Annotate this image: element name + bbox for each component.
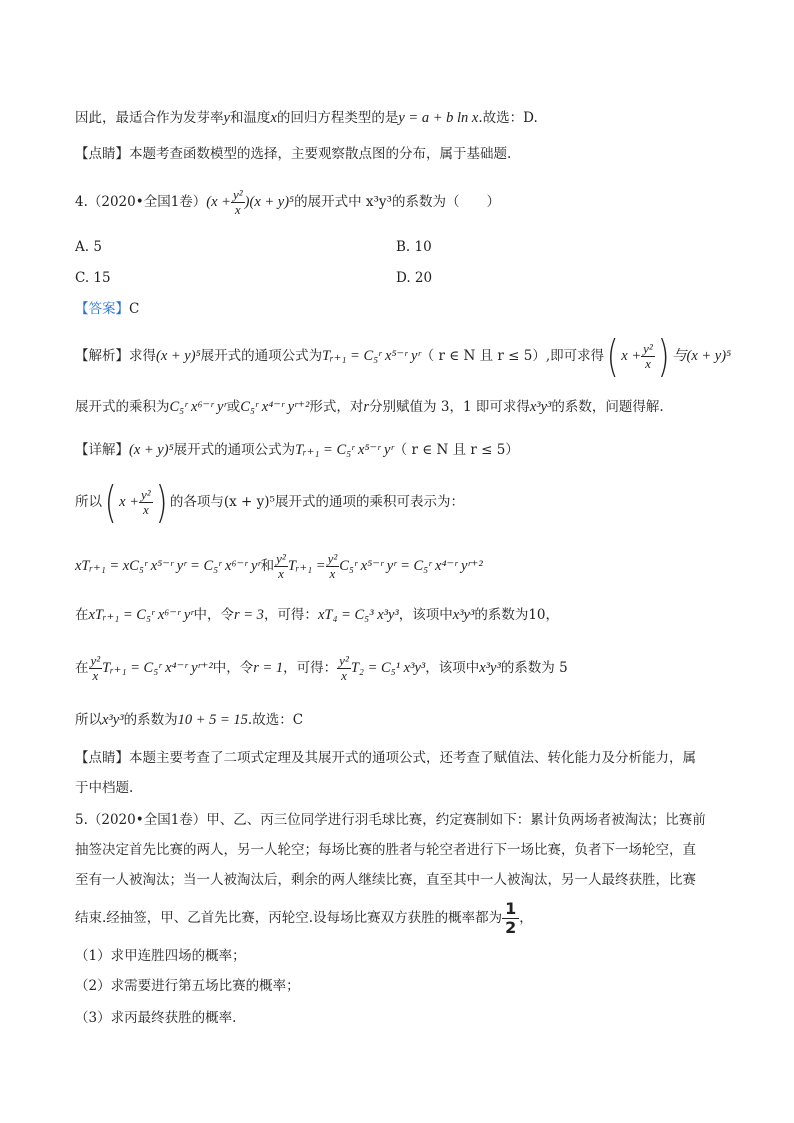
text: 所以 (75, 494, 102, 510)
option-c: C. 15 (75, 270, 111, 286)
math-var: x (270, 110, 277, 126)
math-formula: x³y³ (479, 660, 501, 676)
q5-line-4 (75, 898, 734, 938)
math-formula: r = 3 (234, 607, 264, 623)
text: 和温度 (229, 110, 271, 126)
fraction-denominator: x (341, 668, 347, 683)
text: 展开式的乘积为 (75, 399, 170, 415)
fraction-denominator: 2 (505, 918, 517, 937)
fraction-numerator: y² (90, 653, 101, 668)
text: .故选：C (247, 712, 304, 728)
answer-tag: 【答案】 (75, 301, 129, 317)
fraction-numerator: y² (232, 187, 243, 202)
text: ,即可求得 (545, 348, 605, 364)
fraction-numerator: y² (643, 341, 653, 356)
text: 10， (528, 607, 560, 623)
detail-tag: 【详解】 (75, 442, 129, 458)
text: ， (519, 910, 533, 926)
fraction-numerator: y² (339, 653, 349, 668)
text: 的系数为 (474, 607, 529, 623)
math-formula: Tᵣ₊₁ = C₅ʳ x⁵⁻ʳ yʳ (322, 348, 421, 364)
analysis-line-1 (75, 330, 734, 382)
math-formula: Tᵣ₊₁ = (287, 558, 326, 574)
detail-line-5 (75, 650, 734, 686)
text: 展开式的通项公式为 (173, 442, 296, 458)
text: 的回归方程类型的是 (276, 110, 399, 126)
text: 所以 (75, 712, 102, 728)
math-formula: x³y³ (529, 399, 552, 415)
math-fraction (641, 342, 655, 371)
math-formula: x³y³ (452, 607, 475, 623)
detail-line-4 (75, 605, 734, 625)
comment-line-q3 (75, 144, 734, 164)
math-formula: 10 + 5 = 15 (177, 712, 248, 728)
math-fraction (139, 488, 153, 517)
math-formula: Tᵣ₊₁ = C₅ʳ x⁵⁻ʳ yʳ (295, 442, 394, 458)
option-a: A. 5 (75, 239, 102, 255)
detail-line-3 (75, 548, 734, 584)
fraction-denominator: x (329, 566, 336, 581)
math-formula: T₂ = C₅¹ x³y³ (350, 660, 426, 676)
analysis-tag: 【解析】 (75, 348, 129, 364)
math-formula: C₅ʳ x⁶⁻ʳ yʳ (169, 399, 227, 415)
math-formula: (x + y)⁵ (129, 442, 174, 458)
analysis-line-2 (75, 397, 734, 417)
text: 的展开式中 x³y³的系数为（ ） (294, 194, 500, 210)
text: ，该项中 (425, 660, 480, 676)
fraction-numerator: y² (141, 487, 151, 502)
math-condition: （ r ∈ N 且 r ≤ 5） (393, 442, 519, 458)
math-formula: xT₄ = C₅³ x³y³ (317, 607, 399, 623)
text: 形式，对 (309, 399, 364, 415)
text: 在 (75, 660, 89, 676)
comment-text: 本题考查函数模型的选择，主要观察散点图的分布，属于基础题. (129, 146, 512, 162)
text: 在 (75, 607, 89, 623)
q5-subquestion-3: （3）求丙最终获胜的概率. (75, 1010, 237, 1026)
answer-value: C (129, 301, 140, 317)
text: 展开式的通项公式为 (200, 348, 323, 364)
right-paren: ) (657, 330, 670, 382)
left-paren: ( (104, 476, 117, 528)
text: 或 (226, 399, 241, 415)
math-var: y (223, 110, 230, 126)
math-formula: r = 1 (253, 660, 284, 676)
fraction-denominator: x (142, 502, 149, 517)
fraction-denominator: x (278, 566, 284, 581)
text: 的系数为 5 (500, 660, 568, 676)
math-formula: )(x + y)⁵ (244, 194, 295, 210)
text: 的系数为 (123, 712, 178, 728)
text: 中，令 (212, 660, 254, 676)
fraction-numerator: 1 (502, 900, 519, 919)
comment-line-1 (75, 748, 734, 768)
comment-text: 于中档题. (75, 780, 134, 796)
fraction-numerator: y² (276, 551, 286, 566)
option-b: B. 10 (396, 239, 432, 255)
text: ，可得： (283, 660, 338, 676)
math-formula: xTᵣ₊₁ = xC₅ʳ x⁵⁻ʳ yʳ = C₅ʳ x⁶⁻ʳ yʳ (75, 558, 261, 574)
detail-line-1 (75, 440, 734, 460)
math-formula: x + (621, 348, 642, 364)
fraction-denominator: x (645, 356, 651, 371)
q5-line-3: 至有一人被淘汰；当一人被淘汰后，剩余的两人继续比赛，直至其中一人被淘汰，另一人最终获胜，比赛 (75, 872, 696, 888)
math-formula: (x + (206, 194, 231, 210)
left-paren: ( (606, 330, 619, 382)
text: 中，令 (193, 607, 234, 623)
math-formula: Tᵣ₊₁ = C₅ʳ x⁴⁻ʳ yʳ⁺² (102, 660, 213, 676)
comment-tag: 【点睛】 (75, 146, 129, 162)
detail-line-2 (75, 476, 734, 528)
math-fraction (89, 654, 103, 683)
text: .故选：D. (478, 110, 538, 126)
text: 和 (260, 558, 275, 574)
right-paren: ) (155, 476, 168, 528)
option-d: D. 20 (396, 270, 433, 286)
comment-line-2 (75, 778, 734, 798)
q5-line-2: 抽签决定首先比赛的两人，另一人轮空；每场比赛的胜者与轮空者进行下一场比赛，负者下一场轮空，直 (75, 842, 696, 858)
q5-subquestion-1: （1）求甲连胜四场的概率； (75, 948, 246, 964)
conclusion-line (75, 108, 734, 128)
fraction-denominator: x (234, 202, 241, 217)
text: 结束.经抽签，甲、乙首先比赛，丙轮空.设每场比赛双方获胜的概率都为 (75, 910, 503, 926)
math-formula: xTᵣ₊₁ = C₅ʳ x⁶⁻ʳ yʳ (88, 607, 194, 623)
comment-tag: 【点睛】 (75, 750, 129, 766)
text: 求得 (129, 348, 156, 364)
q5-subquestion-2: （2）求需要进行第五场比赛的概率； (75, 978, 300, 994)
fraction-denominator: x (92, 668, 99, 683)
q5-line-1: 5.（2020•全国1卷）甲、乙、丙三位同学进行羽毛球比赛，约定赛制如下：累计负两场者被淘汰；比赛前 (75, 812, 706, 828)
math-formula: x³y³ (102, 712, 124, 728)
probability-fraction (502, 900, 519, 937)
math-fraction (274, 552, 288, 581)
math-fraction (337, 654, 351, 683)
math-formula: C₅ʳ x⁴⁻ʳ yʳ⁺² (240, 399, 310, 415)
math-var: r (363, 399, 370, 415)
fraction-numerator: y² (327, 551, 338, 566)
answer-line (75, 299, 734, 319)
text: ，可得： (263, 607, 318, 623)
text: 分别赋值为 3，1 即可求得 (369, 399, 530, 415)
text: ，该项中 (398, 607, 453, 623)
math-formula: 与(x + y)⁵ (672, 348, 732, 364)
comment-text: 本题主要考查了二项式定理及其展开式的通项公式，还考查了赋值法、转化能力及分析能力，属 (129, 750, 696, 766)
math-formula: (x + y)⁵ (156, 348, 201, 364)
text: 的系数，问题得解. (551, 399, 664, 415)
question-number: 4.（2020•全国1卷） (75, 194, 207, 210)
math-formula: x + (119, 494, 140, 510)
math-formula: C₅ʳ x⁵⁻ʳ yʳ = C₅ʳ x⁴⁻ʳ yʳ⁺² (339, 558, 483, 574)
math-fraction (231, 188, 245, 217)
math-formula: y = a + b ln x (398, 110, 479, 126)
question-4-stem (75, 188, 734, 217)
math-condition: （ r ∈ N 且 r ≤ 5） (420, 348, 546, 364)
text: 因此，最适合作为发芽率 (75, 110, 224, 126)
detail-line-6 (75, 710, 734, 730)
text: 的各项与(x + y)⁵展开式的通项的乘积可表示为： (169, 494, 464, 510)
math-fraction (326, 552, 340, 581)
